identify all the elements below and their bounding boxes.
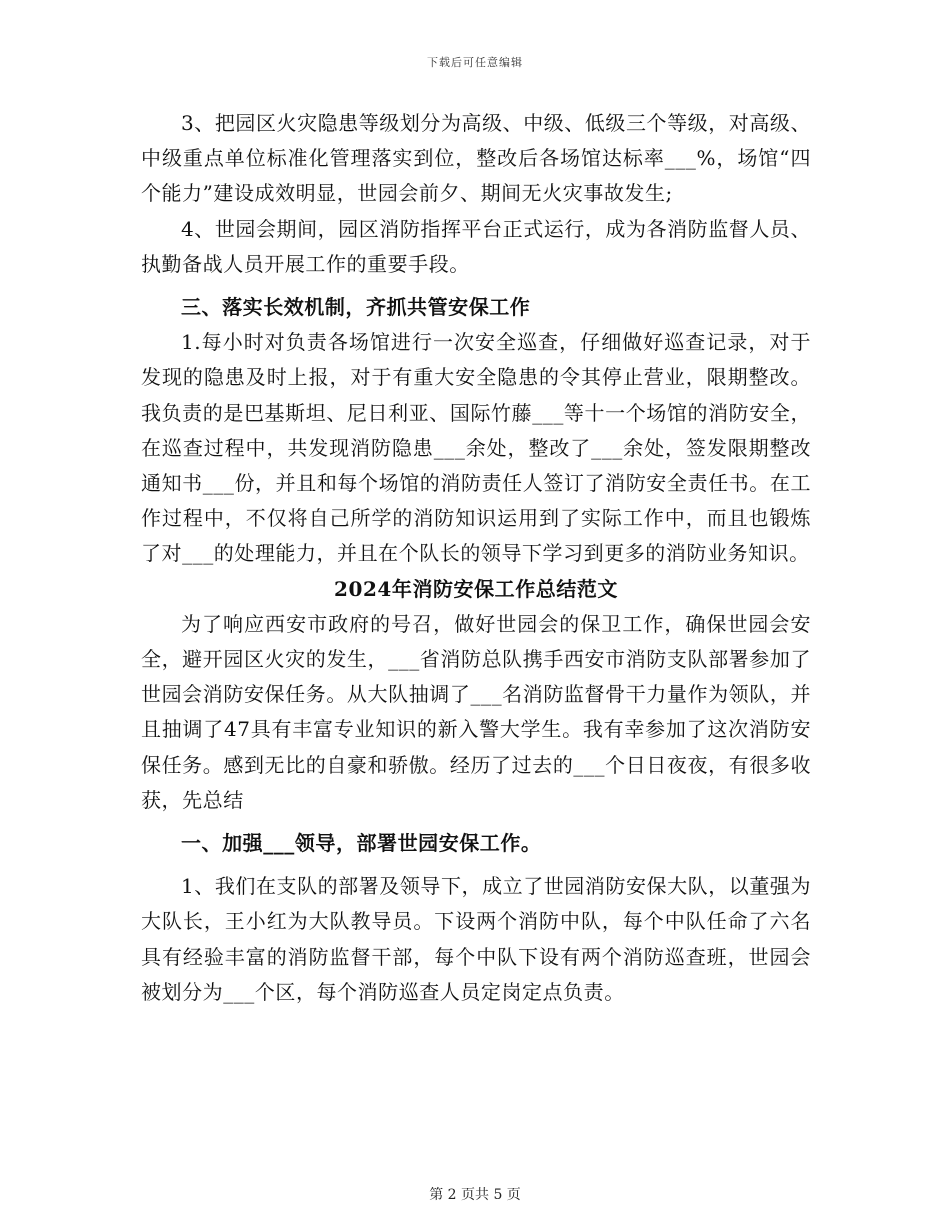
paragraph-intro: 为了响应西安市政府的号召，做好世园会的保卫工作，确保世园会安全，避开园区火灾的发生，___省消防总队携手西安市消防支队部署参加了世园会消防安保任务。从大队抽调了___名消防监督骨干力量作为领队，并且抽调了47具有丰富专业知识的新入警大学生。我有幸参加了这次消防安保任务。感到无比的自豪和骄傲。经历了过去的___个日日夜夜，有很多收获，先总结 bbox=[141, 611, 811, 812]
page-footer: 第 2 页共 5 页 bbox=[429, 1187, 521, 1203]
paragraph-hourly-inspection: 1.每小时对负责各场馆进行一次安全巡查，仔细做好巡查记录，对于发现的隐患及时上报，对于有重大安全隐患的令其停止营业，限期整改。我负责的是巴基斯坦、尼日利亚、国际竹藤___等十一个场馆的消防安全，在巡查过程中，共发现消防隐患___余处，整改了___余处，签发限期整改通知书___份，并且和每个场馆的消防责任人签订了消防安全责任书。在工作过程中，不仅将自己所学的消防知识运用到了实际工作中，而且也锻炼了对___的处理能力，并且在个队长的领导下学习到更多的消防业务知识。 bbox=[141, 330, 811, 566]
page-header: 下载后可任意编辑 bbox=[427, 56, 523, 69]
document-body bbox=[141, 106, 811, 1010]
section-heading-one: 一、加强___领导，部署世园安保工作。 bbox=[181, 831, 542, 856]
paragraph-command-platform: 4、世园会期间，园区消防指挥平台正式运行，成为各消防监督人员、执勤备战人员开展工作的重要手段。 bbox=[141, 216, 811, 276]
section-heading-three: 三、落实长效机制，齐抓共管安保工作 bbox=[181, 295, 531, 320]
document-title: 2024年消防安保工作总结范文 bbox=[334, 576, 618, 601]
paragraph-risk-levels: 3、把园区火灾隐患等级划分为高级、中级、低级三个等级，对高级、中级重点单位标准化管理落实到位，整改后各场馆达标率___%，场馆“四个能力”建设成效明显，世园会前夕、期间无火灾事故发生; bbox=[141, 111, 811, 206]
paragraph-organization: 1、我们在支队的部署及领导下，成立了世园消防安保大队，以董强为大队长，王小红为大队教导员。下设两个消防中队，每个中队任命了六名具有经验丰富的消防监督干部，每个中队下设有两个消防巡查班，世园会被划分为___个区，每个消防巡查人员定岗定点负责。 bbox=[141, 874, 811, 1004]
